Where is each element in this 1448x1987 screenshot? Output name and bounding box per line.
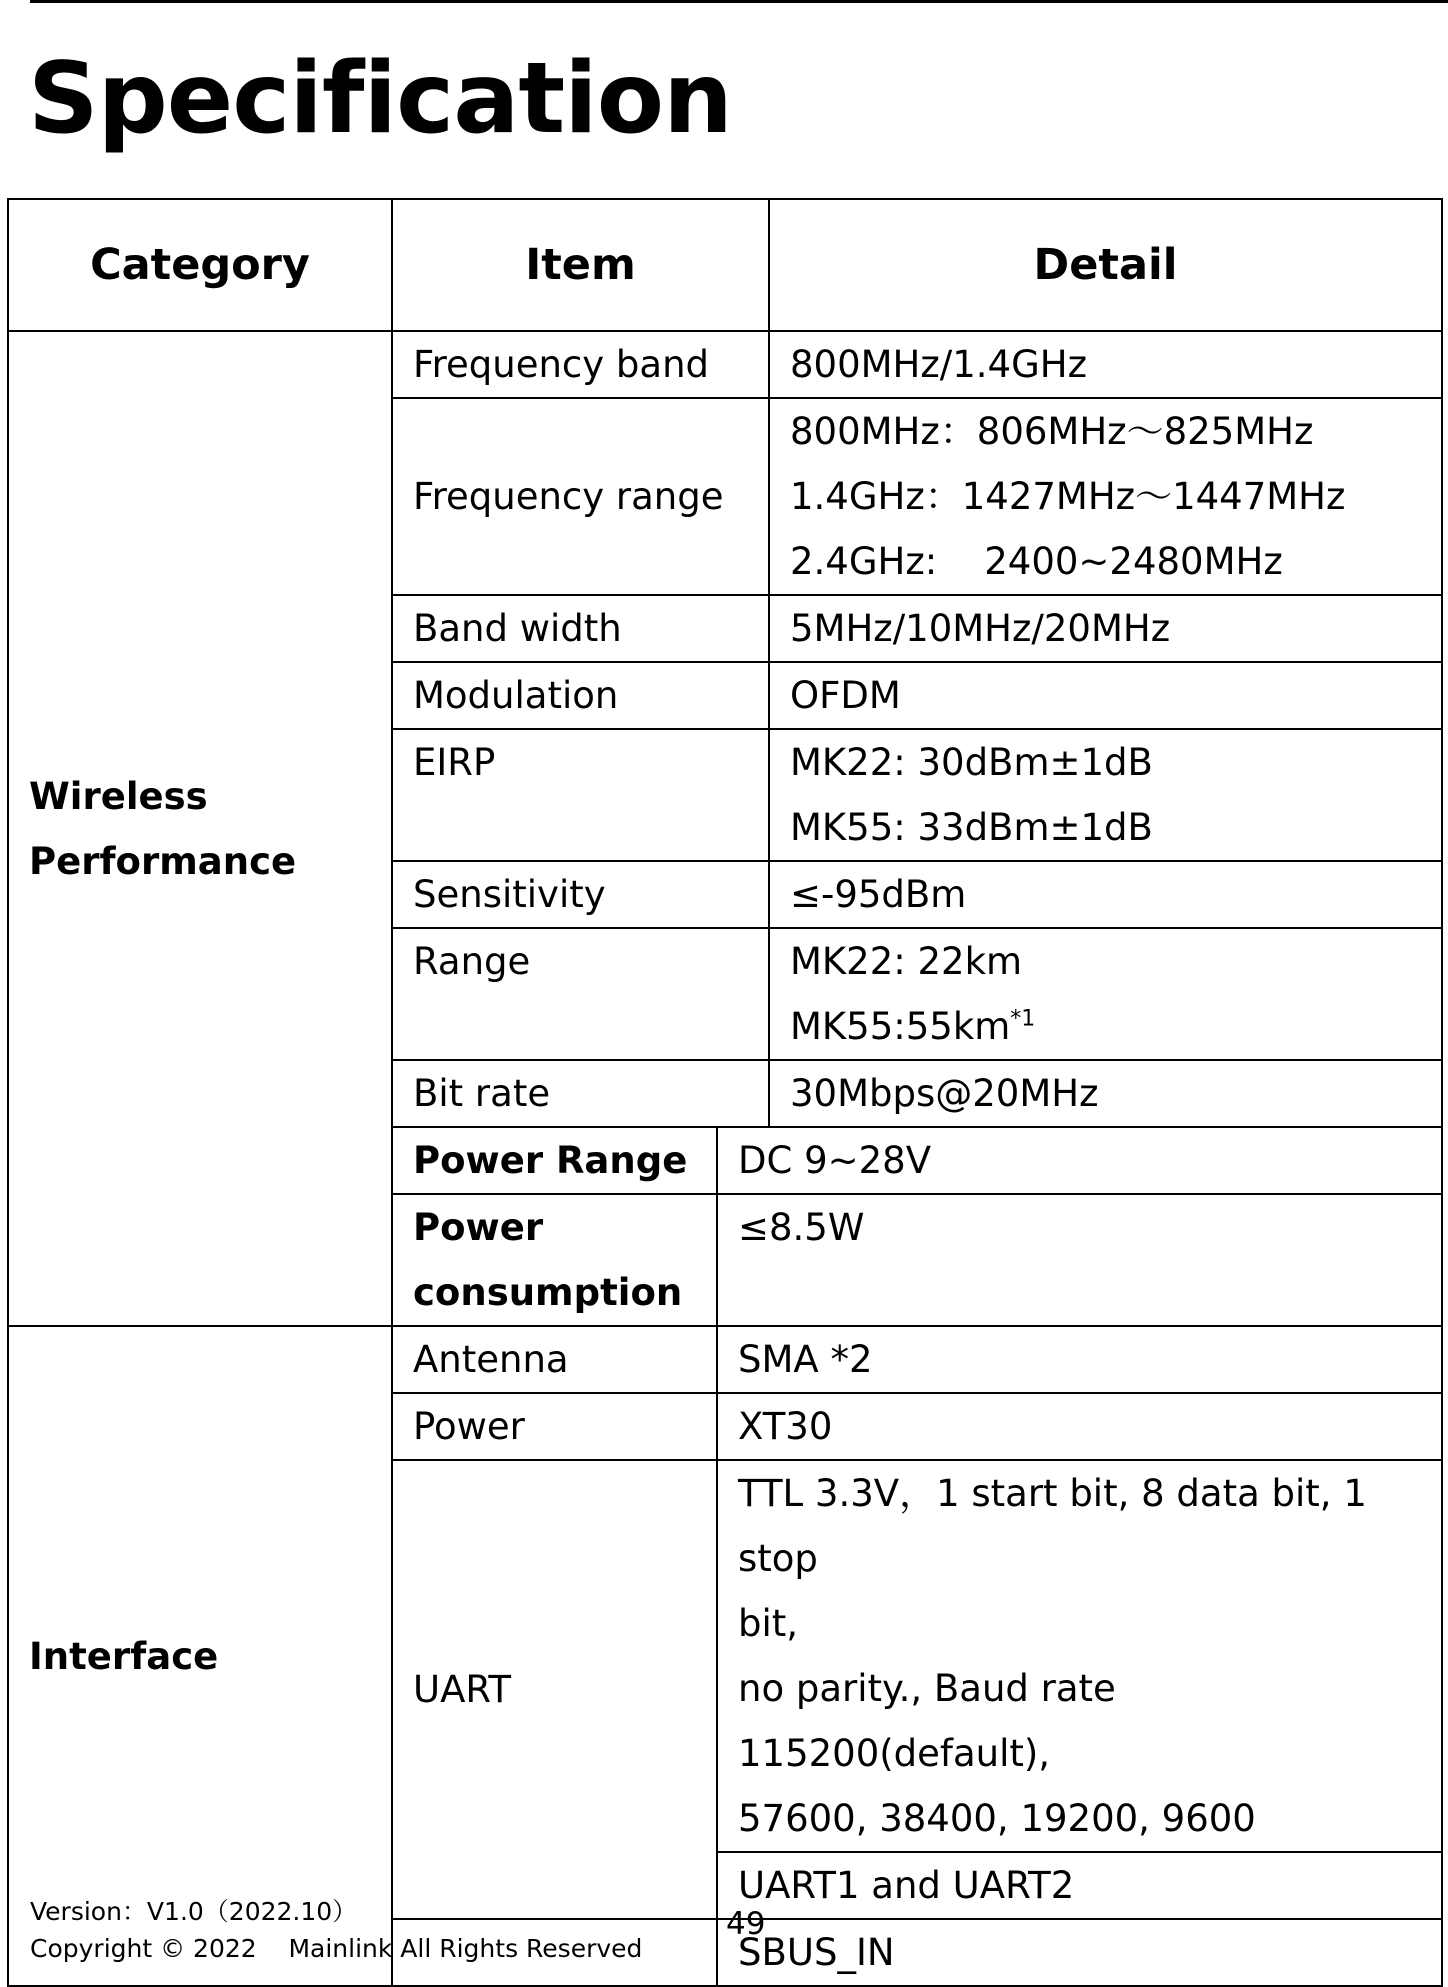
value-cell: DC 9~28V (717, 1127, 1442, 1194)
category-interface: Interface (8, 1326, 392, 1986)
value-cell: ≤8.5W (717, 1194, 1442, 1326)
table-row (8, 1326, 1442, 1393)
detail-cell: SBUS_IN (717, 1919, 1442, 1986)
detail-cell: 5MHz/10MHz/20MHz (769, 595, 1442, 662)
item-cell: UART (392, 1460, 717, 1919)
specification-table (7, 198, 1443, 1987)
top-rule (30, 0, 1448, 3)
detail-cell: MK22: 22km $MK55:55km^{*1}$ (769, 928, 1442, 1060)
detail-cell: OFDM (769, 662, 1442, 729)
item-cell: Sensitivity (392, 861, 769, 928)
detail-cell: SMA *2 (717, 1326, 1442, 1393)
page-title: Specification (28, 42, 732, 156)
detail-cell: ≤-95dBm (769, 861, 1442, 928)
page-number: 49 (726, 1906, 766, 1942)
category-power-range: Power Range (392, 1127, 717, 1194)
detail-cell: 800MHz：806MHz～825MHz 1.4GHz：1427MHz～1447MHz 2.4GHz: 2400~2480MHz (769, 398, 1442, 595)
detail-cell: TTL 3.3V，1 start bit, 8 data bit, 1 stop bit, no parity., Baud rate 115200(default), 57600, 38400, 19200, 9600 (717, 1460, 1442, 1852)
version-text: Version：V1.0（2022.10） (30, 1897, 358, 1926)
detail-cell: 30Mbps@20MHz (769, 1060, 1442, 1127)
item-cell: Band width (392, 595, 769, 662)
table-row (8, 331, 1442, 398)
header-detail: Detail (769, 199, 1442, 331)
category-wireless: Wireless Performance (8, 331, 392, 1326)
item-cell: Range (392, 928, 769, 1060)
copyright-text: Copyright © 2022 Mainlink All Rights Reserved (30, 1934, 643, 1963)
detail-cell: MK22: 30dBm±1dB MK55: 33dBm±1dB (769, 729, 1442, 861)
header-item: Item (392, 199, 769, 331)
detail-cell: XT30 (717, 1393, 1442, 1460)
item-cell: Antenna (392, 1326, 717, 1393)
header-category: Category (8, 199, 392, 331)
item-cell: EIRP (392, 729, 769, 861)
detail-cell: 800MHz/1.4GHz (769, 331, 1442, 398)
footnote-mark: *1 (1010, 1006, 1036, 1032)
detail-cell: UART1 and UART2 (717, 1852, 1442, 1919)
item-cell: Frequency range (392, 398, 769, 595)
item-cell: Modulation (392, 662, 769, 729)
item-cell: Bit rate (392, 1060, 769, 1127)
item-cell: Frequency band (392, 331, 769, 398)
footer-info (30, 1893, 642, 1967)
header-row (8, 199, 1442, 331)
item-cell: Power (392, 1393, 717, 1460)
category-power-consumption: Power consumption (392, 1194, 717, 1326)
